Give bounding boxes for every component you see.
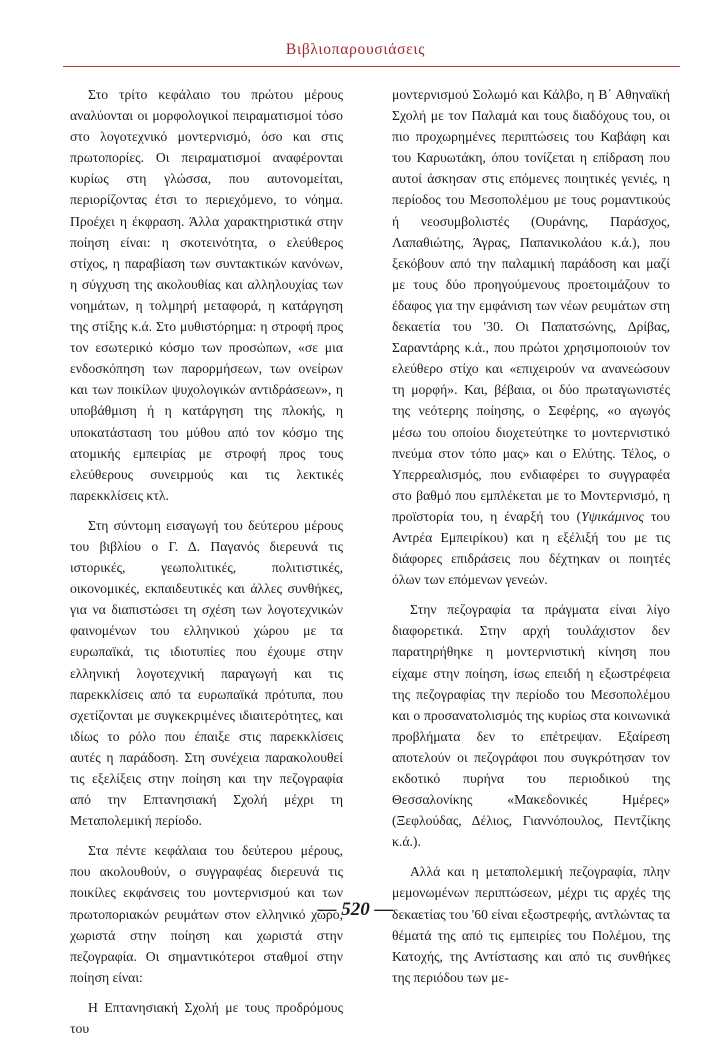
page-number: — 520 — — [317, 899, 394, 920]
paragraph: Στην πεζογραφία τα πράγματα είναι λίγο διαφορετικά. Στην αρχή τουλάχιστον δεν παρατηρήθηκε η μοντερνιστική κίνηση που είχαμε στην ποίηση, ίσως επειδή η εξωστρέφεια της πεζογραφίας την περίοδο του Μεσοπολέμου και ο προσανατολισμός της κυρίως στα κοινωνικά προβλήματα δεν το επέτρεψαν. Εξαίρεση αποτελούν οι πεζογράφοι που συγκρότησαν τον εκδοτικό πυρήνα του περιοδικού της Θεσσαλονίκης «Μακεδονικές Ημέρες» (Ξεφλούδας, Δέλιος, Γιαννόπουλος, Πεντζίκης κ.ά.). — [392, 602, 670, 850]
paragraph: Η Επτανησιακή Σχολή με τους προδρόμους του — [70, 999, 343, 1037]
paragraph: Στα πέντε κεφάλαια του δεύτερου μέρους, που ακολουθούν, ο συγγραφέας διερευνά τις ποικίλες εκφάνσεις του μοντερνισμού και των πρωτοποριακών ρευμάτων στον ελληνικό χώρο, χωριστά στην ποίηση και χωριστά στην πεζογραφία. Οι σημαντικότεροι σταθμοί στην ποίηση είναι: — [70, 843, 343, 985]
paragraph: Στη σύντομη εισαγωγή του δεύτερου μέρους του βιβλίου ο Γ. Δ. Παγανός διερευνά τις ιστορικές, γεωπολιτικές, πολιτιστικές, οικονομικές, εκπαιδευτικές και άλλες συνθήκες, για να διαπιστώσει τη σχέση των λογοτεχνικών φαινομένων του ελληνικού χώρου με τα ευρωπαϊκά, τις ιδιοτυπίες που έχουμε στην ελληνική λογοτεχνική παραγωγή και τις παρεκκλίσεις από τα ευρωπαϊκά πρότυπα, που σχετίζονται με συγκεκριμένες ιδιαιτερότητες, και ιδίως το ρόλο που έπαιξε στις παρεκκλίσεις αυτές η παράδοση. Στη συνέχεια παρακολουθεί τις εξελίξεις στην ποίηση και την πεζογραφία από την Επτανησιακή Σχολή μέχρι τη Μεταπολεμική περίοδο. — [70, 517, 343, 829]
paragraph: Αλλά και η μεταπολεμική πεζογραφία, πλην μεμονωμένων περιπτώσεων, μέχρι τις αρχές της δεκαετίας του '60 είναι εξωστρεφής, αντλώντας τα θέματά της από τις εμπειρίες του Πολέμου, της Κατοχής, της Αντίστασης και από τις συνθήκες της περιόδου των με- — [392, 864, 670, 985]
running-head: Βιβλιοπαρουσιάσεις — [285, 41, 426, 58]
right-column — [392, 84, 670, 997]
continued-paragraph — [392, 84, 670, 590]
italic-book-title: Υψικάμινος — [581, 508, 644, 524]
paragraph-text: του Αντρέα Εμπειρίκου) και η εξέλιξή του με τις διάφορες επιδράσεις που δέχτηκαν οι ποιητές όλων των επόμενων γενεών. — [392, 508, 670, 588]
header-rule — [63, 66, 680, 67]
paragraph: Στο τρίτο κεφάλαιο του πρώτου μέρους αναλύονται οι μορφολογικοί πειραματισμοί τόσο στο λογοτεχνικό μοντερνισμό, όσο και στις πρωτοπορίες. Οι πειραματισμοί αναφέρονται κυρίως στη γλώσσα, που αυτονομείται, περιορίζοντας έτσι το περιεχόμενο, το νόημα. Προέχει η έκφραση. Άλλα χαρακτηριστικά στην ποίηση είναι: η σκοτεινότητα, ο ελεύθερος στίχος, η παραβίαση των συντακτικών κανόνων, η σύγχυση της ακολουθίας και αλληλουχίας των νοημάτων, η τολμηρή μεταφορά, η κατάργηση της στίξης κ.ά. Στο μυθιστόρημα: η στροφή προς τον εσωτερικό κόσμο των προσώπων, «σε μια ενδοσκόπηση των παρορμήσεων, των ονείρων και των ποικίλων ψυχολογικών αντιδράσεων», η υποβάθμιση ή η κατάργηση της πλοκής, η υποκατάσταση του μύθου από τον κόσμο της ατομικής εμπειρίας με στροφή προς τους ελεύθερους συνειρμούς και τις λεκτικές παρεκκλίσεις κτλ. — [70, 87, 343, 503]
paragraph-text: μοντερνισμού Σολωμό και Κάλβο, η Β΄ Αθηναϊκή Σχολή με τον Παλαμά και τους διαδόχους του, οι πιο προχωρημένες περιπτώσεις του Καβάφη και του Καρυωτάκη, όπου τονίζεται η επίδραση που αυτοί άσκησαν στις επόμενες ποιητικές γενιές, η περίοδος του Μεσοπολέμου με τους ρομαντικούς ή νεοσυμβολιστές (Ουράνης, Παράσχος, Λαπαθιώτης, Άγρας, Παπανικολάου κ.ά.), που ξεκόβουν από την παλαμική παράδοση και μαζί με τους δύο προηγούμενους προετοιμάζουν το έδαφος για την εμφάνιση των νέων ρευμάτων στη δεκαετία του '30. Οι Παπατσώνης, Δρίβας, Σαραντάρης κ.ά., που πρώτοι χρησιμοποιούν τον ελεύθερο στίχο και «επιχειρούν να ανανεώσουν τη μορφή». Και, βέβαια, οι δύο πρωταγωνιστές της νεότερης ποίησης, ο Σεφέρης, «ο αγωγός μέσω του οποίου διοχετεύτηκε το μοντερνιστικό πνεύμα στον τόπο μας» και ο Ελύτης. Τέλος, ο Υπερρεαλισμός, που ενδιαφέρει το συγγραφέα στο βαθμό που εμπλέκεται με το Μοντερνισμό, η προϊστορία του, η έναρξή του ( — [392, 87, 670, 524]
